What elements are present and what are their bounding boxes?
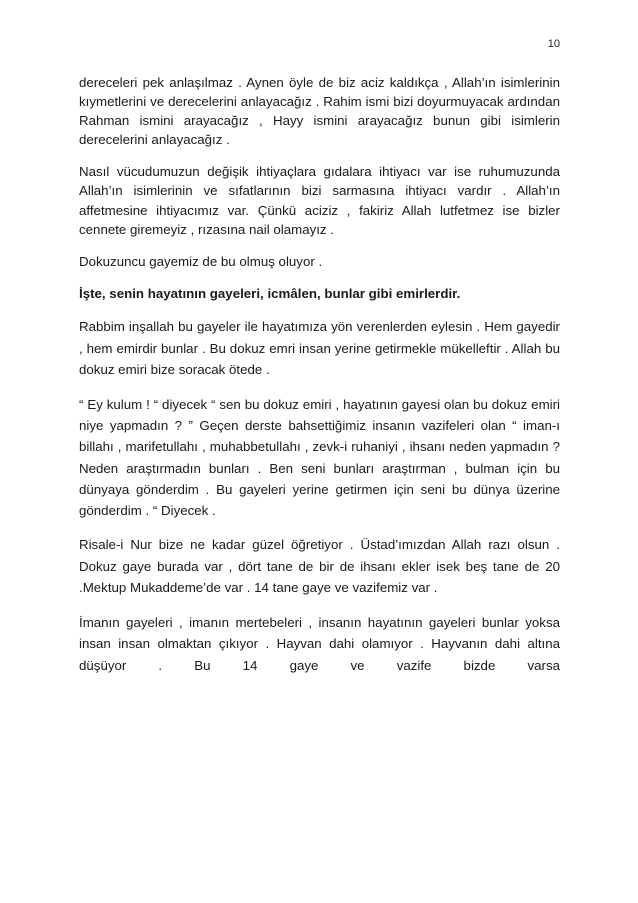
page-number: 10 <box>547 38 560 50</box>
document-body <box>79 73 560 676</box>
paragraph-8: İmanın gayeleri , imanın mertebeleri , insanın hayatının gayeleri bunlar yoksa insan insan olmaktan çıkıyor . Hayvan dahi olamıyor . Hayvanın dahi altına düşüyor . Bu 14 gaye ve vazife bizde varsa <box>79 614 560 673</box>
paragraph-5: Rabbim inşallah bu gayeler ile hayatımıza yön verenlerden eylesin . Hem gayedir , hem emirdir bunlar . Bu dokuz emri insan yerine getirmekle mükelleftir . Allah bu dokuz emiri bize soracak ötede . <box>79 319 560 378</box>
paragraph-6: “ Ey kulum ! “ diyecek “ sen bu dokuz emiri , hayatının gayesi olan bu dokuz emiri niye yapmadın ? ” Geçen derste bahsettiğimiz insanın vazifeleri olan “ iman-ı billahı , marifetullahı , muhabbetullahı , zevk-i ruhaniyi , ihsanı neden yapmadın ? Neden araştırmadın bunları . Ben seni bunları araştırman , bulman için bu dünyaya gönderdim . Bu gayeleri yerine getirmen için seni bu dünya üzerine gönderdim . “ Diyecek . <box>79 396 560 519</box>
paragraph-3: Dokuzuncu gayemiz de bu olmuş oluyor . <box>79 254 323 270</box>
bold-paragraph: İşte, senin hayatının gayeleri, icmâlen, bunlar gibi emirlerdir. <box>79 286 461 302</box>
paragraph-2: Nasıl vücudumuzun değişik ihtiyaçlara gıdalara ihtiyacı var ise ruhumuzunda Allah’ın isimlerinin ve sıfatlarının bizi sarmasına ihtiyacı vardır . Allah’ın affetmesine ihtiyacımız var. Çünkü aciziz , fakiriz Allah lutfetmez ise bizler cennete giremeyiz , rızasına nail olamayız . <box>79 164 560 237</box>
paragraph-7: Risale-i Nur bize ne kadar güzel öğretiyor . Üstad’ımızdan Allah razı olsun . Dokuz gaye burada var , dört tane de bir de ihsanı ekler isek beş tane de 20 .Mektup Mukaddeme’de var . 14 tane gaye ve vazifemiz var . <box>79 537 560 596</box>
paragraph-1: dereceleri pek anlaşılmaz . Aynen öyle de biz aciz kaldıkça , Allah’ın isimlerinin kıymetlerini ve derecelerini anlayacağız . Rahim ismi bizi doyurmuyacak ardından Rahman ismini arayacağız , Hayy ismini arayacağız bunun gibi isimlerin derecelerini anlayacağız . <box>79 75 560 147</box>
